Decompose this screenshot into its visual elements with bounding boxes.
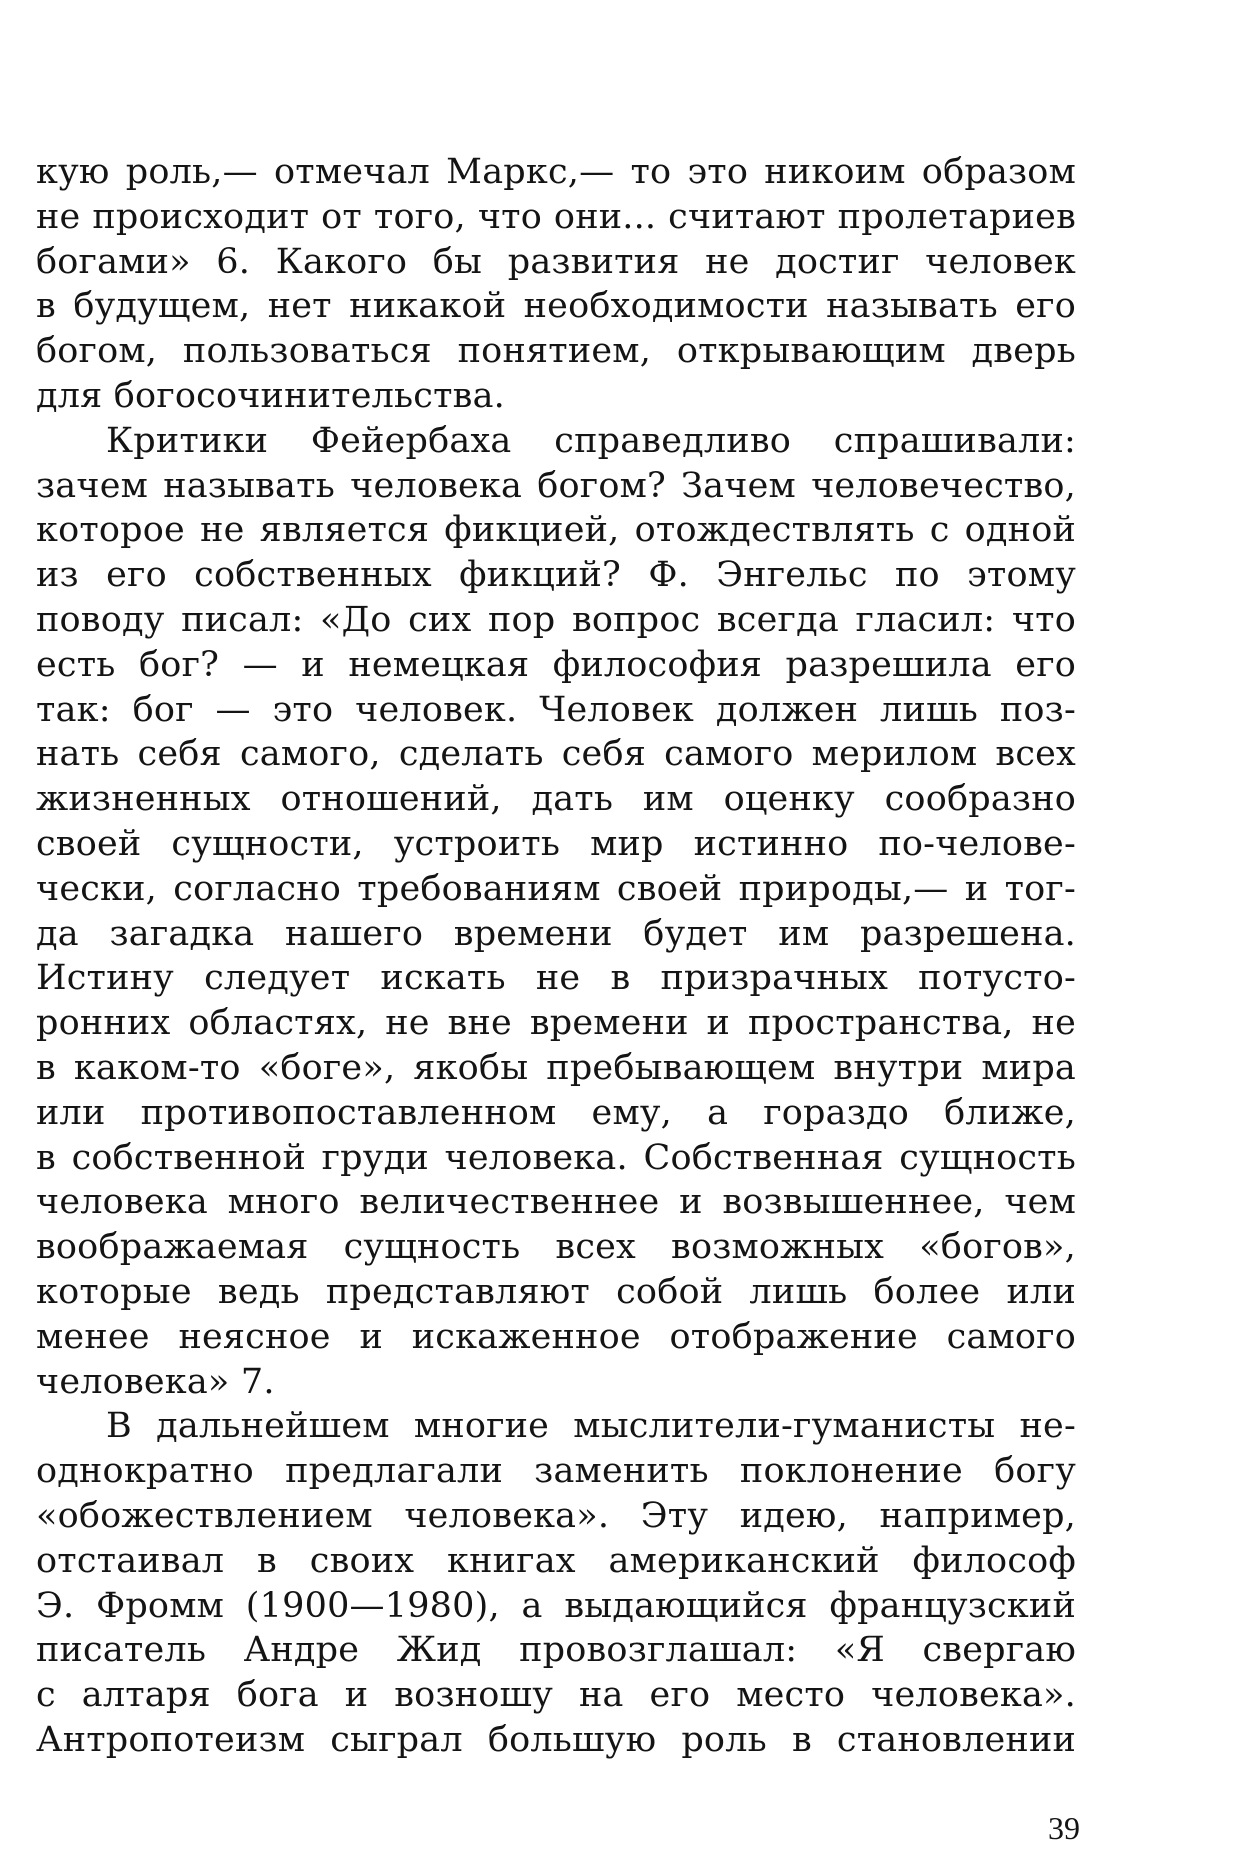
page-body <box>36 150 1076 1763</box>
text-line: чески, согласно требованиям своей природы,— и тог- <box>36 868 1076 909</box>
text-line: Антропотеизм сыграл большую роль в становлении <box>36 1719 1076 1760</box>
text-line: богами» 6. Какого бы развития не достиг человек <box>36 241 1076 282</box>
text-line: в каком-то «боге», якобы пребывающем внутри мира <box>36 1047 1076 1088</box>
paragraph-2 <box>36 419 1076 1405</box>
text-line: из его собственных фикций? Ф. Энгельс по этому <box>36 555 1076 596</box>
text-line: не происходит от того, что они... считают пролетариев <box>36 196 1076 237</box>
text-line: менее неясное и искаженное отображение самого <box>36 1316 1076 1357</box>
text-line: зачем называть человека богом? Зачем человечество, <box>36 465 1076 506</box>
text-line: Истину следует искать не в призрачных потусто- <box>36 958 1076 999</box>
text-line: воображаемая сущность всех возможных «богов», <box>36 1227 1076 1268</box>
text-line: писатель Андре Жид провозглашал: «Я свергаю <box>36 1630 1076 1671</box>
text-line: которые ведь представляют собой лишь более или <box>36 1271 1076 1312</box>
text-line: которое не является фикцией, отождествлять с одной <box>36 510 1076 551</box>
text-line: так: бог — это человек. Человек должен лишь поз- <box>36 689 1076 730</box>
text-line: да загадка нашего времени будет им разрешена. <box>36 913 1076 954</box>
text-line: жизненных отношений, дать им оценку сообразно <box>36 779 1076 820</box>
text-line: человека много величественнее и возвышеннее, чем <box>36 1182 1076 1223</box>
paragraph-1 <box>36 150 1076 419</box>
text-line: однократно предлагали заменить поклонение богу <box>36 1451 1076 1492</box>
text-line: нать себя самого, сделать себя самого мерилом всех <box>36 734 1076 775</box>
text-line: есть бог? — и немецкая философия разрешила его <box>36 644 1076 685</box>
text-line: Э. Фромм (1900—1980), а выдающийся французский <box>36 1585 1076 1626</box>
text-line: в собственной груди человека. Собственная сущность <box>36 1137 1076 1178</box>
text-line: кую роль,— отмечал Маркс,— то это никоим образом <box>36 152 1076 192</box>
text-line: человека» 7. <box>36 1361 275 1402</box>
text-line: Критики Фейербаха справедливо спрашивали: <box>106 420 1076 461</box>
text-line: В дальнейшем многие мыслители-гуманисты не- <box>106 1406 1076 1447</box>
text-line: поводу писал: «До сих пор вопрос всегда гласил: что <box>36 599 1076 640</box>
text-line: ронних областях, не вне времени и пространства, не <box>36 1003 1076 1044</box>
text-line: в будущем, нет никакой необходимости называть его <box>36 286 1076 327</box>
text-line: с алтаря бога и возношу на его место человека». <box>36 1675 1076 1716</box>
text-line: богом, пользоваться понятием, открывающим дверь <box>36 331 1076 372</box>
text-line: отстаивал в своих книгах американский философ <box>36 1540 1076 1581</box>
page-number: 39 <box>1048 1810 1080 1846</box>
text-line: своей сущности, устроить мир истинно по-челове- <box>36 823 1076 864</box>
paragraph-3 <box>36 1404 1076 1762</box>
text-line: для богосочинительства. <box>36 375 505 416</box>
text-line: «обожествлением человека». Эту идею, например, <box>36 1495 1076 1536</box>
text-line: или противопоставленном ему, а гораздо ближе, <box>36 1092 1076 1133</box>
